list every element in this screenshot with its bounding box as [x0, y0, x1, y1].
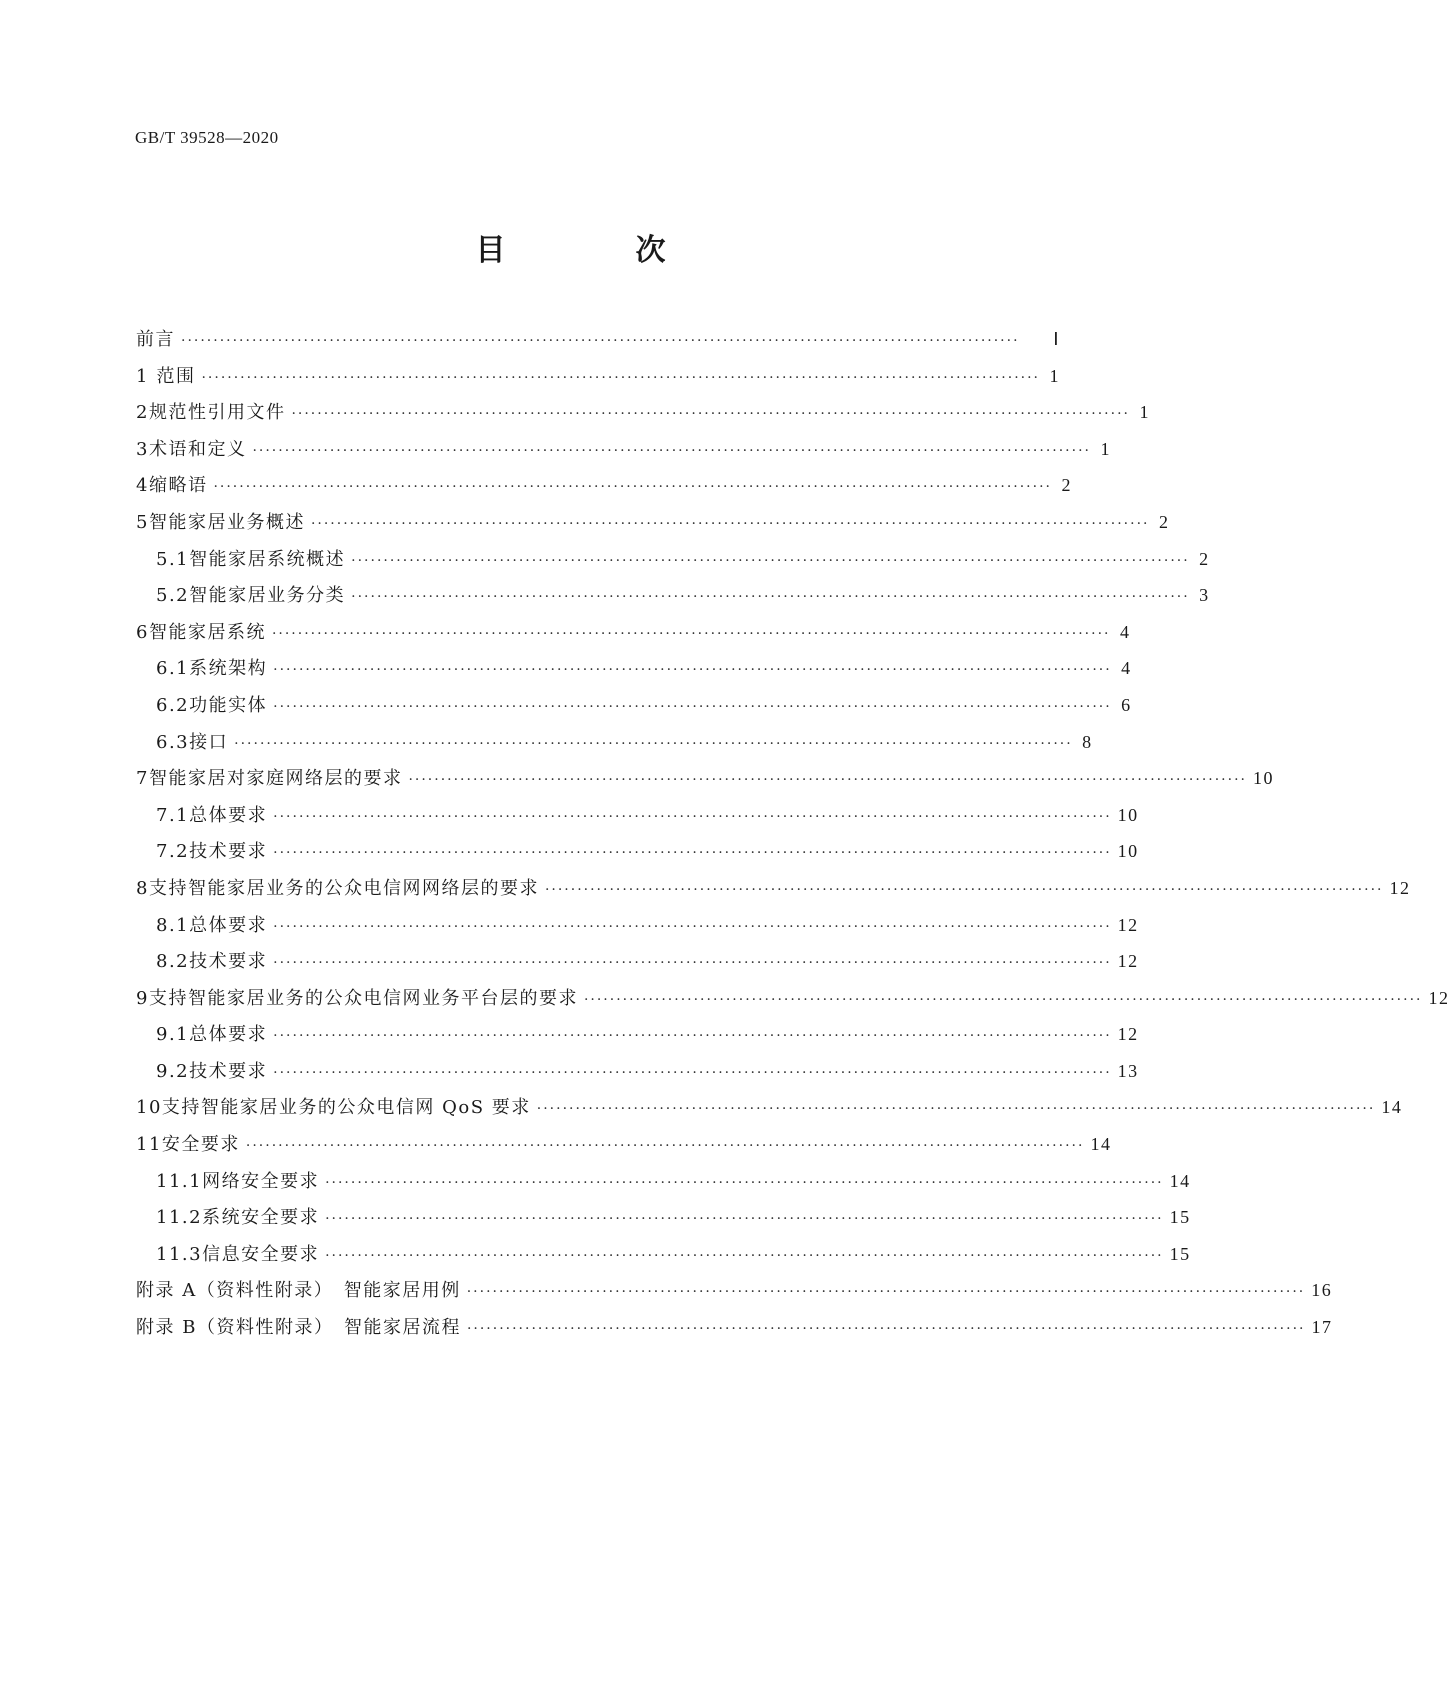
toc-entry-label: 附录 A（资料性附录） 智能家居用例 [136, 1280, 461, 1302]
toc-leader-dots: ·································································································································· [536, 1101, 1376, 1118]
toc-entry[interactable] [136, 1093, 1403, 1130]
toc-entry-number: 10 [136, 1097, 162, 1119]
toc-entry[interactable] [136, 654, 1132, 691]
toc-leader-dots: ·································································································································· [273, 1064, 1112, 1081]
toc-entry-page: 14 [1090, 1134, 1112, 1155]
toc-entry-label: 支持智能家居业务的公众电信网网络层的要求 [148, 877, 539, 899]
toc-entry[interactable] [136, 728, 1093, 765]
toc-leader-dots: ·································································································································· [273, 808, 1112, 825]
toc-entry[interactable] [136, 984, 1449, 1021]
toc-entry-page: 15 [1169, 1207, 1191, 1228]
toc-entry-number: 11 [136, 1134, 162, 1156]
toc-leader-dots: ·································································································································· [351, 589, 1190, 606]
toc-entry-page: 2 [1061, 475, 1072, 496]
toc-leader-dots: ·································································································································· [271, 625, 1111, 642]
toc-entry-label: 智能家居对家庭网络层的要求 [148, 768, 403, 790]
toc-leader-dots: ·································································································································· [325, 1174, 1164, 1191]
toc-entry-number: 9.1 [156, 1024, 190, 1046]
toc-entry[interactable] [136, 837, 1139, 874]
toc-leader-dots: ·································································································································· [213, 479, 1052, 496]
toc-entry[interactable] [136, 1240, 1191, 1277]
toc-entry-page: 14 [1381, 1097, 1403, 1118]
toc-entry-label: 总体要求 [189, 804, 268, 826]
toc-entry-label: 前言 [136, 329, 175, 350]
toc-entry[interactable] [136, 581, 1210, 618]
toc-entry-label: 支持智能家居业务的公众电信网业务平台层的要求 [148, 987, 578, 1009]
toc-leader-dots: ·································································································································· [273, 918, 1112, 935]
page-title: 目 次 [475, 233, 716, 268]
toc-leader-dots: ·································································································································· [245, 1138, 1085, 1155]
toc-entry-page: 14 [1169, 1170, 1191, 1191]
toc-entry-number: 4 [136, 475, 149, 497]
toc-entry[interactable] [136, 398, 1150, 435]
toc-entry-label: 总体要求 [189, 1024, 268, 1046]
toc-entry-label: 系统安全要求 [202, 1207, 320, 1229]
toc-entry[interactable] [136, 764, 1274, 801]
toc-entry-page: 17 [1311, 1317, 1333, 1338]
toc-entry-page: 12 [1389, 877, 1411, 898]
toc-entry[interactable] [136, 1167, 1191, 1204]
toc-entry[interactable] [136, 545, 1210, 582]
toc-entry-page: 3 [1199, 585, 1210, 606]
toc-entry-page: Ⅰ [1053, 329, 1060, 349]
toc-entry-number: 2 [136, 402, 149, 424]
toc-leader-dots: ·································································································································· [310, 515, 1150, 532]
toc-entry-page: 2 [1158, 511, 1170, 532]
toc-entry-page: 6 [1121, 694, 1132, 715]
toc-entry-page: 12 [1117, 1024, 1139, 1045]
toc-entry-label: 支持智能家居业务的公众电信网 QoS 要求 [161, 1097, 531, 1119]
toc-entry[interactable] [136, 508, 1170, 545]
toc-leader-dots: ·································································································································· [273, 955, 1112, 972]
toc-entry-label: 功能实体 [189, 694, 268, 716]
toc-leader-dots: ·································································································································· [181, 333, 1020, 349]
toc-entry-number: 9.2 [156, 1060, 190, 1082]
toc-entry-label: 网络安全要求 [202, 1170, 320, 1192]
toc-entry-label: 技术要求 [189, 1060, 268, 1082]
toc-entry-number: 7.2 [156, 841, 190, 863]
toc-entry-label: 智能家居系统概述 [189, 548, 346, 570]
toc-entry-label: 安全要求 [161, 1134, 240, 1156]
toc-leader-dots: ·································································································································· [252, 442, 1091, 459]
toc-entry-page: 12 [1117, 951, 1139, 972]
toc-entry[interactable] [136, 947, 1139, 984]
toc-entry[interactable] [136, 691, 1132, 728]
toc-entry-page: 4 [1121, 658, 1132, 679]
toc-entry-page: 1 [1139, 402, 1150, 423]
toc-entry-page: 1 [1049, 365, 1060, 386]
toc-entry-number: 6.1 [156, 658, 190, 680]
toc-entry[interactable] [136, 325, 1060, 362]
toc-entry-label: 范围 [156, 365, 196, 387]
toc-entry[interactable] [136, 362, 1060, 399]
toc-entry-label: 术语和定义 [148, 438, 247, 460]
toc-entry-label: 智能家居系统 [148, 621, 266, 643]
toc-entry-number: 5.2 [156, 585, 190, 607]
toc-entry-label: 技术要求 [189, 841, 268, 863]
toc-entry[interactable] [136, 1130, 1112, 1167]
toc-entry-page: 10 [1252, 768, 1274, 789]
toc-entry[interactable] [136, 801, 1139, 838]
toc-entry-page: 8 [1082, 731, 1093, 752]
toc-entry-number: 6 [136, 621, 149, 643]
toc-entry-number: 5 [136, 511, 149, 533]
toc-leader-dots: ·································································································································· [325, 1247, 1164, 1264]
toc-leader-dots: ·································································································································· [325, 1211, 1164, 1228]
toc-entry-page: 10 [1117, 841, 1139, 862]
toc-entry-number: 5.1 [156, 548, 190, 570]
toc-entry[interactable] [136, 471, 1072, 508]
toc-entry-number: 1 [136, 365, 149, 387]
toc-leader-dots: ·································································································································· [201, 369, 1040, 386]
toc-entry-page: 15 [1169, 1243, 1191, 1264]
toc-entry[interactable] [136, 618, 1131, 655]
toc-entry-label: 总体要求 [189, 914, 268, 936]
toc-entry[interactable] [136, 874, 1411, 911]
toc-entry-number: 6.2 [156, 694, 190, 716]
toc-leader-dots: ·································································································································· [351, 552, 1190, 569]
toc-entry-page: 10 [1117, 804, 1139, 825]
standard-code: GB/T 39528—2020 [135, 128, 279, 147]
toc-entry-number: 6.3 [156, 731, 190, 753]
toc-entry-label: 缩略语 [148, 475, 208, 497]
toc-entry-number: 9 [136, 987, 149, 1009]
toc-entry-label: 智能家居业务分类 [189, 585, 346, 607]
toc-leader-dots: ·································································································································· [466, 1321, 1306, 1338]
table-of-contents [136, 325, 1449, 1350]
toc-leader-dots: ·································································································································· [291, 406, 1130, 423]
toc-entry-label: 附录 B（资料性附录） 智能家居流程 [136, 1317, 461, 1339]
toc-leader-dots: ·································································································································· [544, 881, 1384, 898]
toc-leader-dots: ·································································································································· [408, 772, 1247, 789]
toc-entry-label: 系统架构 [189, 658, 268, 680]
toc-leader-dots: ·································································································································· [466, 1284, 1306, 1301]
toc-entry-number: 11.3 [156, 1243, 203, 1265]
toc-entry-label: 规范性引用文件 [148, 402, 286, 424]
toc-leader-dots: ·································································································································· [273, 845, 1112, 862]
toc-entry-number: 3 [136, 438, 149, 460]
toc-entry-number: 11.1 [156, 1170, 203, 1192]
toc-entry[interactable] [136, 435, 1111, 472]
toc-entry[interactable] [136, 1203, 1191, 1240]
toc-entry-label: 技术要求 [189, 951, 268, 973]
toc-entry-page: 13 [1117, 1060, 1139, 1081]
toc-entry-number: 7.1 [156, 804, 190, 826]
toc-entry-number: 8.2 [156, 951, 190, 973]
toc-entry[interactable] [136, 1057, 1139, 1094]
toc-entry-page: 16 [1311, 1280, 1333, 1301]
toc-leader-dots: ·································································································································· [583, 991, 1423, 1008]
toc-entry-number: 8.1 [156, 914, 190, 936]
toc-leader-dots: ·································································································································· [234, 735, 1073, 752]
toc-leader-dots: ·································································································································· [273, 698, 1112, 715]
toc-entry-page: 1 [1100, 438, 1111, 459]
toc-entry-label: 接口 [189, 731, 229, 753]
toc-entry[interactable] [136, 1020, 1139, 1057]
toc-entry-page: 12 [1428, 987, 1449, 1008]
toc-entry-number: 11.2 [156, 1207, 203, 1229]
toc-entry-page: 12 [1117, 914, 1139, 935]
toc-leader-dots: ·································································································································· [273, 1028, 1112, 1045]
toc-leader-dots: ·································································································································· [273, 662, 1112, 679]
toc-entry-page: 2 [1199, 548, 1210, 569]
toc-entry-label: 智能家居业务概述 [148, 511, 305, 533]
toc-entry[interactable] [136, 911, 1139, 948]
toc-entry-number: 8 [136, 877, 149, 899]
toc-entry-number: 7 [136, 768, 149, 790]
toc-entry[interactable] [136, 1276, 1333, 1313]
toc-entry[interactable] [136, 1313, 1333, 1350]
toc-entry-page: 4 [1119, 621, 1131, 642]
toc-entry-label: 信息安全要求 [202, 1243, 320, 1265]
